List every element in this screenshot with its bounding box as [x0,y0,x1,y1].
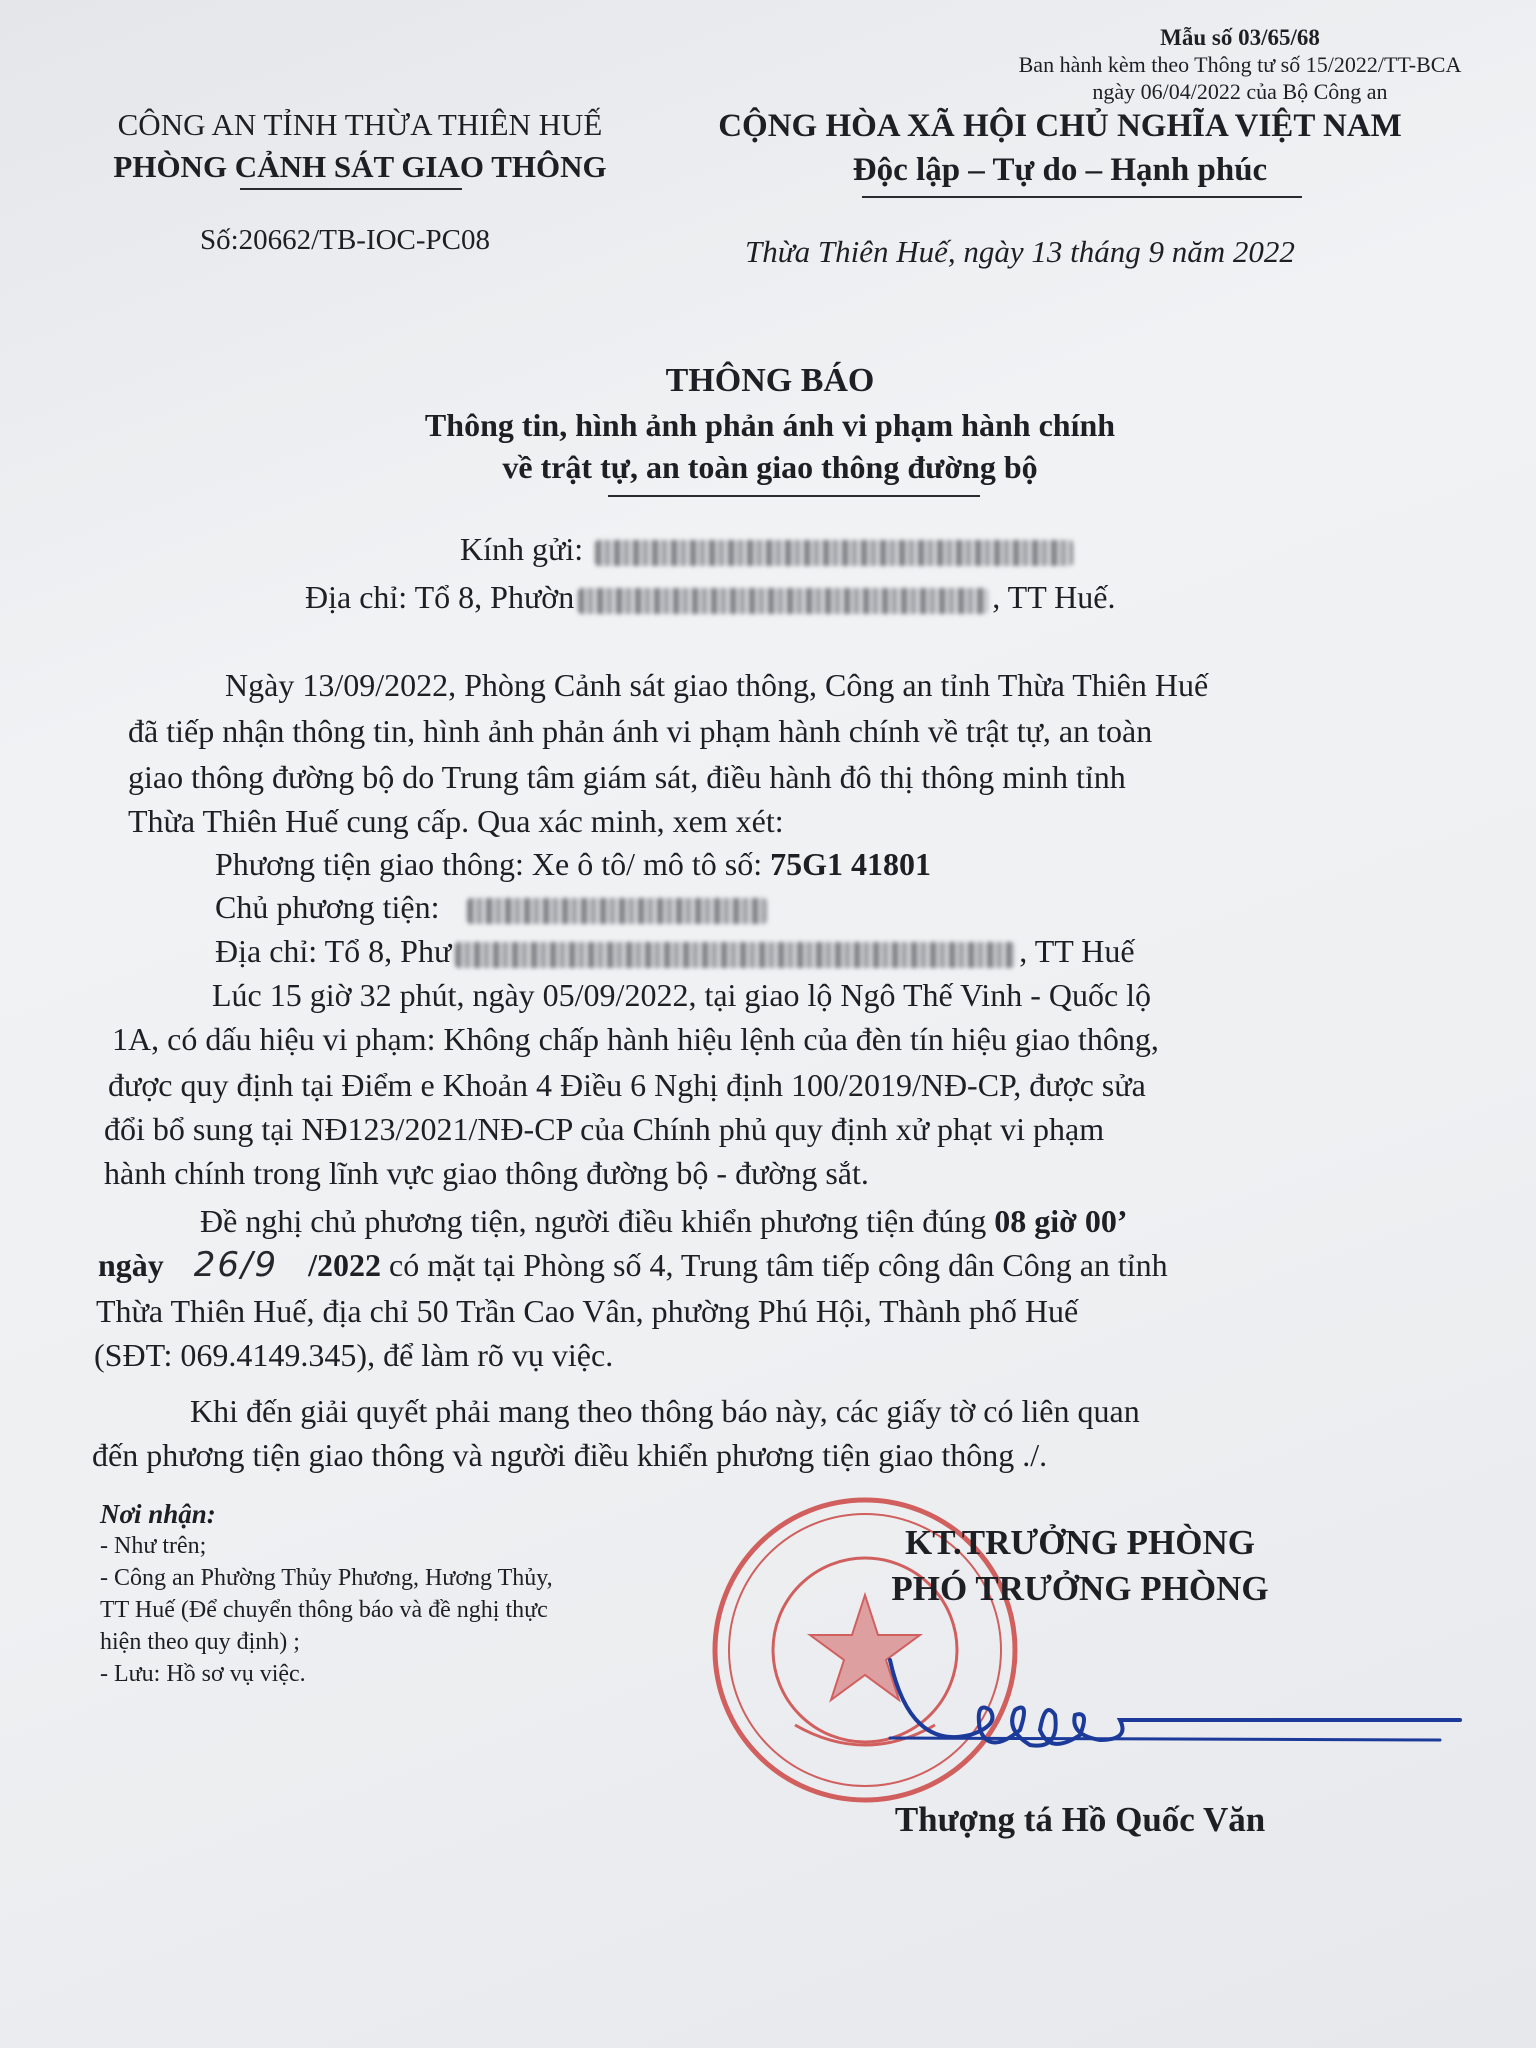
title-block [200,358,1340,488]
receivers-heading: Nơi nhận: [100,1499,216,1529]
dateline: Thừa Thiên Huế, ngày 13 tháng 9 năm 2022 [745,234,1295,269]
motto-underline [862,196,1302,198]
form-number: Mẫu số 03/65/68 [1160,25,1320,50]
body-line: giao thông đường bộ do Trung tâm giám sát, điều hành đô thị thông minh tỉnh [128,759,1126,795]
receiver-item: hiện theo quy định) ; [100,1629,300,1655]
appointment-day-label: ngày [98,1247,164,1283]
body-line: Thừa Thiên Huế, địa chỉ 50 Trần Cao Vân, phường Phú Hội, Thành phố Huế [96,1293,1079,1329]
handwritten-date: 26/9 [193,1245,279,1285]
vehicle-line [215,843,931,886]
owner-address-label: Địa chỉ: Tổ 8, Phư [215,933,452,969]
agency-name: CÔNG AN TỈNH THỪA THIÊN HUẾ [117,107,603,142]
form-number-block [960,24,1520,105]
recipient-address-label: Địa chỉ: Tổ 8, Phườn [305,579,575,615]
body-line: Lúc 15 giờ 32 phút, ngày 05/09/2022, tại giao lộ Ngô Thế Vinh - Quốc lộ [212,977,1152,1013]
owner-address-end: , TT Huế [1019,933,1135,969]
country-name: CỘNG HÒA XÃ HỘI CHỦ NGHĨA VIỆT NAM [718,108,1402,144]
appointment-time: 08 giờ 00’ [994,1203,1128,1239]
owner-line [215,886,771,929]
receiver-item: - Công an Phường Thủy Phương, Hương Thủy, [100,1565,553,1591]
appointment-year: /2022 [308,1247,382,1283]
receiver-item: - Như trên; [100,1533,207,1559]
national-motto: Độc lập – Tự do – Hạnh phúc [852,152,1268,188]
sign-title-1: KT.TRƯỞNG PHÒNG [905,1523,1255,1562]
handwritten-signature-icon [880,1640,1470,1760]
document-subtitle-2: về trật tự, an toàn giao thông đường bộ [502,449,1038,485]
owner-label: Chủ phương tiện: [215,889,440,925]
department-name: PHÒNG CẢNH SÁT GIAO THÔNG [113,149,607,184]
body-line: đã tiếp nhận thông tin, hình ảnh phản ánh vi phạm hành chính về trật tự, an toàn [128,713,1153,749]
receiver-item: - Lưu: Hồ sơ vụ việc. [100,1661,306,1687]
appointment-date-line [98,1244,1168,1287]
body-line: Đề nghị chủ phương tiện, người điều khiển phương tiện đúng [200,1203,987,1239]
body-line: đến phương tiện giao thông và người điều khiển phương tiện giao thông ./. [92,1437,1048,1473]
body-line: 1A, có dấu hiệu vi phạm: Không chấp hành hiệu lệnh của đèn tín hiệu giao thông, [112,1021,1159,1057]
redacted-owner-name [467,898,767,924]
vehicle-plate: 75G1 41801 [770,846,932,882]
redacted-owner-address [455,942,1015,968]
body-line: (SĐT: 069.4149.345), để làm rõ vụ việc. [94,1337,614,1373]
body-line: Thừa Thiên Huế cung cấp. Qua xác minh, xem xét: [128,803,784,839]
owner-address-line [215,930,1135,973]
document-title: THÔNG BÁO [665,362,875,399]
recipient-line [460,528,1077,571]
recipient-address-end: , TT Huế. [992,579,1116,615]
recipient-label: Kính gửi: [460,531,584,567]
body-line: Khi đến giải quyết phải mang theo thông báo này, các giấy tờ có liên quan [190,1393,1140,1429]
redacted-recipient-name [595,540,1073,566]
appointment-line [200,1200,1128,1243]
header-right [660,104,1460,192]
redacted-recipient-address [578,588,988,614]
department-underline [240,188,462,190]
signer-name: Thượng tá Hồ Quốc Văn [894,1800,1266,1839]
form-issued-with: Ban hành kèm theo Thông tư số 15/2022/TT-BCA [1018,52,1462,77]
header-left [60,104,660,188]
sign-title-2: PHÓ TRƯỞNG PHÒNG [891,1569,1269,1608]
receiver-item: TT Huế (Để chuyển thông báo và đề nghị thực [100,1597,548,1623]
body-line: có mặt tại Phòng số 4, Trung tâm tiếp công dân Công an tỉnh [389,1247,1168,1283]
document-subtitle-1: Thông tin, hình ảnh phản ánh vi phạm hành chính [424,407,1116,443]
body-line: được quy định tại Điểm e Khoản 4 Điều 6 Nghị định 100/2019/NĐ-CP, được sửa [108,1067,1146,1103]
body-line: Ngày 13/09/2022, Phòng Cảnh sát giao thông, Công an tỉnh Thừa Thiên Huế [225,667,1209,703]
receivers-block [100,1498,700,1690]
recipient-address-line [305,576,1115,619]
subtitle-underline [608,495,980,497]
body-line: hành chính trong lĩnh vực giao thông đường bộ - đường sắt. [104,1155,869,1191]
signature-block [790,1520,1370,1612]
document-number: Số:20662/TB-IOC-PC08 [200,224,491,256]
form-issued-date: ngày 06/04/2022 của Bộ Công an [1092,79,1388,104]
vehicle-label: Phương tiện giao thông: Xe ô tô/ mô tô số: [215,846,763,882]
body-line: đổi bổ sung tại NĐ123/2021/NĐ-CP của Chính phủ quy định xử phạt vi phạm [104,1111,1105,1147]
